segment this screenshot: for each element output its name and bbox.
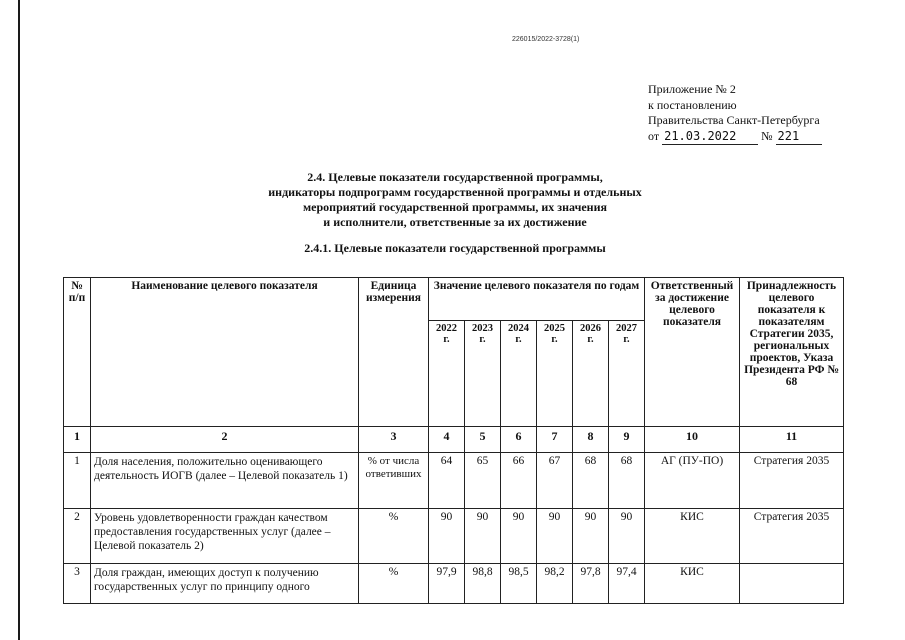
col-number: 8: [573, 427, 609, 453]
year-cell: 2023 г.: [465, 321, 501, 427]
row-responsible: АГ (ПУ-ПО): [645, 453, 740, 509]
row-num: 3: [64, 564, 91, 604]
header-num: № п/п: [64, 278, 91, 427]
appendix-block: [648, 82, 822, 145]
row-value: 64: [429, 453, 465, 509]
year-cell: 2025 г.: [537, 321, 573, 427]
row-belonging: Стратегия 2035: [740, 453, 844, 509]
row-value: 90: [537, 509, 573, 564]
row-value: 98,5: [501, 564, 537, 604]
row-value: 90: [609, 509, 645, 564]
row-value: 98,8: [465, 564, 501, 604]
col-number: 9: [609, 427, 645, 453]
header-name: Наименование целевого показателя: [91, 278, 359, 427]
decree-date: 21.03.2022: [662, 129, 758, 146]
title-line-2: индикаторы подпрограмм государственной программы и отдельных: [268, 185, 642, 199]
indicators-table: [63, 277, 844, 604]
row-value: 90: [465, 509, 501, 564]
table-row: [64, 453, 844, 509]
row-responsible: КИС: [645, 564, 740, 604]
row-value: 67: [537, 453, 573, 509]
row-value: 90: [429, 509, 465, 564]
col-number: 10: [645, 427, 740, 453]
row-unit: %: [359, 564, 429, 604]
decree-number: 221: [776, 129, 822, 146]
year-cell: 2027 г.: [609, 321, 645, 427]
header-unit: Единица измерения: [359, 278, 429, 427]
title-line-4: и исполнители, ответственные за их достижение: [323, 215, 587, 229]
header-values: Значение целевого показателя по годам: [429, 278, 645, 321]
row-name: Доля населения, положительно оценивающего деятельность ИОГВ (далее – Целевой показатель 1): [91, 453, 359, 509]
col-number: 4: [429, 427, 465, 453]
row-num: 1: [64, 453, 91, 509]
table-row: [64, 564, 844, 604]
row-unit: %: [359, 509, 429, 564]
row-num: 2: [64, 509, 91, 564]
row-belonging: Стратегия 2035: [740, 509, 844, 564]
row-value: 97,9: [429, 564, 465, 604]
row-value: 66: [501, 453, 537, 509]
col-number: 1: [64, 427, 91, 453]
header-belonging: Принадлежность целевого показателя к показателям Стратегии 2035, региональных проектов, Указа Президента РФ № 68: [740, 278, 844, 427]
header-row: [64, 278, 844, 321]
col-number: 5: [465, 427, 501, 453]
subsection-title: 2.4.1. Целевые показатели государственной программы: [304, 241, 606, 255]
document-number: 226015/2022-3728(1): [512, 36, 580, 43]
row-value: 65: [465, 453, 501, 509]
row-value: 98,2: [537, 564, 573, 604]
row-value: 90: [501, 509, 537, 564]
year-cell: 2024 г.: [501, 321, 537, 427]
year-cell: 2022 г.: [429, 321, 465, 427]
year-cell: 2026 г.: [573, 321, 609, 427]
appendix-line-2: к постановлению: [648, 97, 737, 112]
col-number: 2: [91, 427, 359, 453]
col-number: 11: [740, 427, 844, 453]
row-value: 97,4: [609, 564, 645, 604]
title-line-1: 2.4. Целевые показатели государственной программы,: [307, 170, 603, 184]
col-number: 6: [501, 427, 537, 453]
title-line-3: мероприятий государственной программы, их значения: [303, 200, 607, 214]
col-number: 3: [359, 427, 429, 453]
row-name: Доля граждан, имеющих доступ к получению государственных услуг по принципу одного: [91, 564, 359, 604]
row-value: 68: [609, 453, 645, 509]
row-value: 68: [573, 453, 609, 509]
appendix-line-3: Правительства Санкт-Петербурга: [648, 113, 820, 127]
row-belonging: [740, 564, 844, 604]
row-unit: % от числа ответивших: [359, 453, 429, 509]
from-prefix: от: [648, 128, 660, 143]
table-row: [64, 509, 844, 564]
row-value: 90: [573, 509, 609, 564]
number-prefix: №: [761, 128, 773, 143]
row-value: 97,8: [573, 564, 609, 604]
appendix-line-1: Приложение № 2: [648, 82, 736, 96]
appendix-date-line: [648, 129, 822, 146]
row-responsible: КИС: [645, 509, 740, 564]
section-title: [240, 170, 670, 230]
row-name: Уровень удовлетворенности граждан качеством предоставления государственных услуг (далее – Целевой показатель 2): [91, 509, 359, 564]
column-numbers-row: [64, 427, 844, 453]
scan-edge-line: [18, 0, 20, 640]
header-responsible: Ответственный за достижение целевого показателя: [645, 278, 740, 427]
col-number: 7: [537, 427, 573, 453]
